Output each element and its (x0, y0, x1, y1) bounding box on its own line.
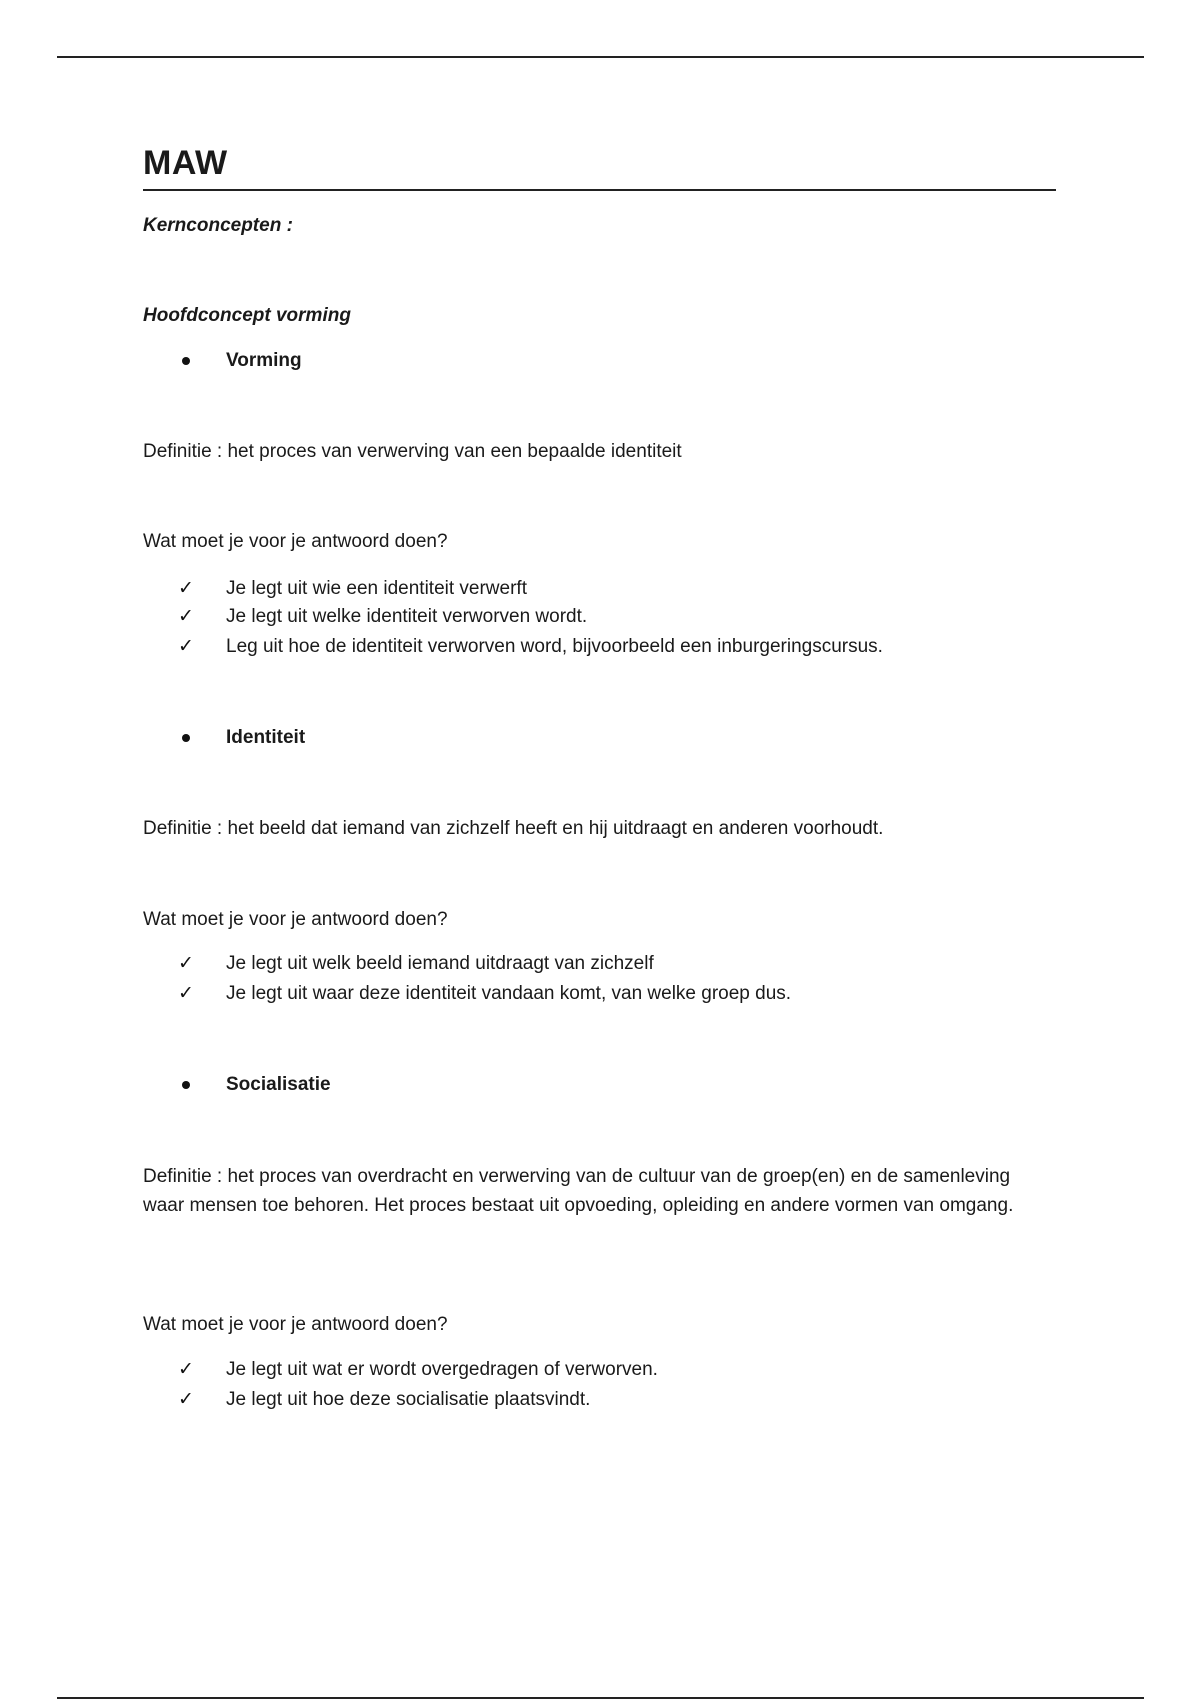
check-item (178, 575, 527, 603)
check-item (178, 603, 587, 631)
check-item (178, 980, 791, 1008)
check-icon: ✓ (178, 1359, 194, 1380)
check-icon: ✓ (178, 606, 194, 627)
bullet-icon (182, 734, 190, 742)
concept-name: Socialisatie (226, 1074, 331, 1095)
check-text: Je legt uit welke identiteit verworven wordt. (226, 606, 588, 627)
check-item (178, 633, 883, 661)
definition: Definitie : het proces van overdracht en verwerving van de cultuur van de groep(en) en de samenleving waar mensen toe behoren. Het proces bestaat uit opvoeding, opleiding en andere vormen van omgang. (143, 1166, 1014, 1216)
check-item (178, 1356, 658, 1384)
check-text: Leg uit hoe de identiteit verworven word, bijvoorbeeld een inburgeringscursus. (226, 636, 883, 657)
concept-heading (178, 1071, 331, 1099)
question: Wat moet je voor je antwoord doen? (143, 1314, 448, 1335)
check-item (178, 1386, 590, 1414)
check-icon: ✓ (178, 636, 194, 657)
check-icon: ✓ (178, 953, 194, 974)
check-text: Je legt uit hoe deze socialisatie plaatsvindt. (226, 1389, 591, 1410)
bullet-icon (182, 1081, 190, 1089)
check-text: Je legt uit wie een identiteit verwerft (226, 578, 527, 599)
check-icon: ✓ (178, 578, 194, 599)
check-text: Je legt uit welk beeld iemand uitdraagt van zichzelf (226, 953, 654, 974)
subtitle: Kernconcepten : (143, 215, 293, 236)
bullet-icon (182, 357, 190, 365)
footer-rule (57, 1697, 1144, 1699)
page-title: MAW (143, 143, 1056, 191)
concept-name: Identiteit (226, 727, 306, 748)
check-icon: ✓ (178, 1389, 194, 1410)
question: Wat moet je voor je antwoord doen? (143, 909, 448, 930)
header-rule (57, 56, 1144, 58)
check-text: Je legt uit waar deze identiteit vandaan komt, van welke groep dus. (226, 983, 792, 1004)
check-text: Je legt uit wat er wordt overgedragen of verworven. (226, 1359, 658, 1380)
check-icon: ✓ (178, 983, 194, 1004)
concept-heading (178, 347, 302, 375)
section-heading: Hoofdconcept vorming (143, 305, 351, 326)
check-item (178, 950, 654, 978)
question: Wat moet je voor je antwoord doen? (143, 531, 448, 552)
definition: Definitie : het beeld dat iemand van zichzelf heeft en hij uitdraagt en anderen voorhoudt. (143, 818, 884, 839)
concept-heading (178, 724, 305, 752)
definition: Definitie : het proces van verwerving van een bepaalde identiteit (143, 441, 682, 462)
concept-name: Vorming (226, 350, 302, 371)
